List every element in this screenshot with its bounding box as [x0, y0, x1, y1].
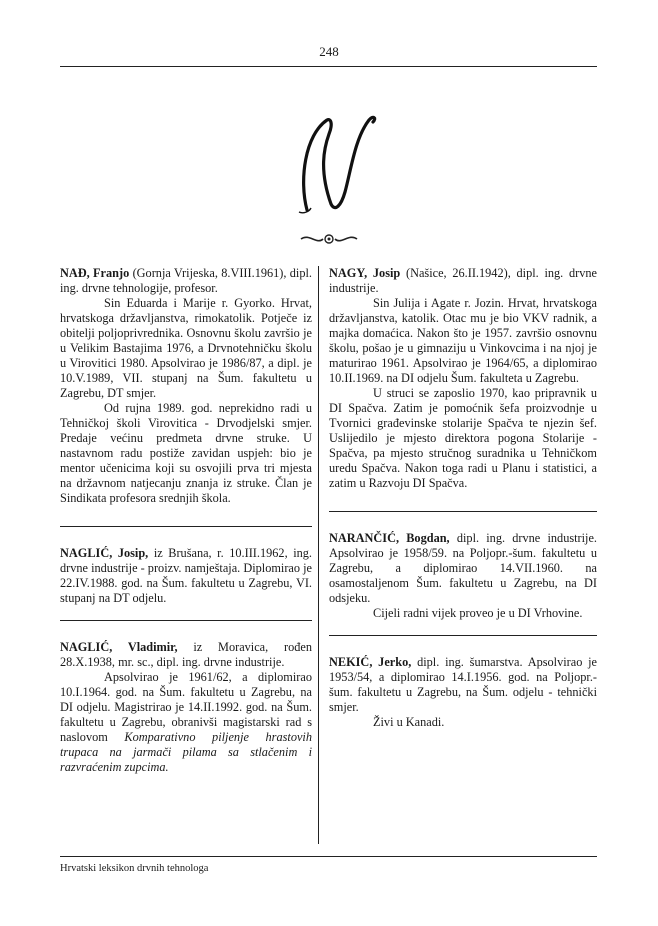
entry-paragraph: Sin Eduarda i Marije r. Gyorko. Hrvat, hrvatskoga državljanstva, rimokatolik. Potječe iz obitelji poljoprivrednika. Osnovnu školu završio je u Velikim Bastajima 1976, a Drvnotehničku školu u Virovitici 1980. Apsolvirao je 1986/87, a dipl. je 10.V.1989, VII. stupanj na Šum. fakultetu u Zagrebu, DT smjer. — [60, 296, 312, 400]
entry-nagy-josip — [329, 266, 597, 491]
headword: NAGLIĆ, Vladimir, — [60, 640, 178, 654]
headword: NAGY, Josip — [329, 266, 401, 280]
script-n-glyph — [304, 117, 375, 210]
entry-text: (Našice, 26.II.1942), dipl. ing. drvne industrije. — [329, 266, 597, 295]
entry-text: (Gornja Vrijeska, 8.VIII.1961), dipl. ing. drvne tehnologije, profesor. — [60, 266, 312, 295]
page-number: 248 — [319, 44, 339, 59]
entry-paragraph: Od rujna 1989. god. neprekidno radi u Tehničkoj školi Virovitica - Drvodjelski smjer. Predaje većinu predmeta drvne struke. U nastavnom radu postiže zavidan uspjeh: bio je mentor učenicima koji su osvojili prva tri mjesta na državnom natjecanju znanja iz struke. Član je Sindikata profesora srednjih škola. — [60, 401, 312, 505]
left-column — [60, 266, 312, 775]
headword: NEKIĆ, Jerko, — [329, 655, 412, 669]
headword: NAGLIĆ, Josip, — [60, 546, 149, 560]
entry-text: iz Brušana, r. 10.III.1962, ing. drvne industrije - proizv. namještaja. Diplomirao je 22.IV.1988. god. na Šum. fakultetu u Zagrebu, VI. stupanj na DT odjelu. — [60, 546, 312, 605]
section-letter — [0, 100, 658, 220]
entry-paragraph: U struci se zaposlio 1970, kao pripravnik u DI Spačva. Zatim je pomoćnik šefa proizvodnje u Tvornici građevinske stolarije Spačva te njezin šef. Uslijedilo je mjesto direktora pogona Stolarije - Spačva, pa mjesto stručnog suradnika u Tehničkom uredu Spačva. Nakon toga radi u Planu i statistici, a zatim u Razvoju DI Spačva. — [329, 386, 597, 490]
entry-paragraph: Cijeli radni vijek proveo je u DI Vrhovine. — [373, 606, 583, 620]
entry-text: dipl. ing. šumarstva. Apsolvirao je 1953/54, a diplomirao 14.I.1956. god. na Poljopr.-šum. fakultetu u Zagrebu, na Šum. odjelu - tehnički smjer. — [329, 655, 598, 714]
top-rule — [60, 66, 597, 67]
entry-divider — [329, 511, 597, 512]
entry-nekic-jerko — [329, 655, 597, 730]
entry-text: dipl. ing. drvne industrije. Apsolvirao je 1958/59. na Poljopr.-šum. fakultetu u Zagrebu, a diplomirao 14.VII.1960. na osamostaljenom Šum. fakultetu u Zagrebu, na DI odsjeku. — [329, 531, 598, 605]
entry-naglic-vladimir — [60, 640, 312, 775]
entry-divider — [329, 635, 597, 636]
footer-title: Hrvatski leksikon drvnih tehnologa — [60, 863, 209, 874]
entry-divider — [60, 620, 312, 621]
entry-paragraph — [60, 670, 312, 775]
bottom-rule — [60, 856, 597, 857]
entry-paragraph: Živi u Kanadi. — [373, 715, 445, 729]
headword: NAĐ, Franjo — [60, 266, 130, 280]
right-column — [329, 266, 597, 730]
entry-naglic-josip — [60, 546, 312, 606]
entry-divider — [60, 526, 312, 527]
column-divider — [318, 266, 319, 844]
entry-paragraph: Sin Julija i Agate r. Jozin. Hrvat, hrvatskoga državljanstva, katolik. Otac mu je bio VKV radnik, a majka domaćica. Nakon što je 1957. završio osnovnu školu, pošao je u gimnaziju u Vinkovcima i na njoj je maturirao 1961. Apsolvirao je 1964/65, a diplomirao 10.II.1969. na DI odjelu Šum. fakulteta u Zagrebu. — [329, 296, 597, 385]
headword: NARANČIĆ, Bogdan, — [329, 531, 450, 545]
ornament — [0, 232, 658, 246]
entry-nad-franjo — [60, 266, 312, 506]
entry-narancic-bogdan — [329, 531, 597, 621]
entry-text: iz Moravica, rođen 28.X.1938, mr. sc., dipl. ing. drvne industrije. — [60, 640, 312, 669]
thesis-title: Komparativno piljenje hrastovih trupaca na jarmači pilama sa stlačenim i razvraćenim zupcima. — [60, 730, 312, 774]
entry-text: Apsolvirao je 1961/62, a diplomirao 10.I.1964. god. na Šum. fakultetu u Zagrebu, na DI odjelu. Magistrirao je 14.II.1992. god. na Šum. fakultetu u Zagrebu, obranivši magistarski rad s naslovom — [60, 670, 312, 744]
